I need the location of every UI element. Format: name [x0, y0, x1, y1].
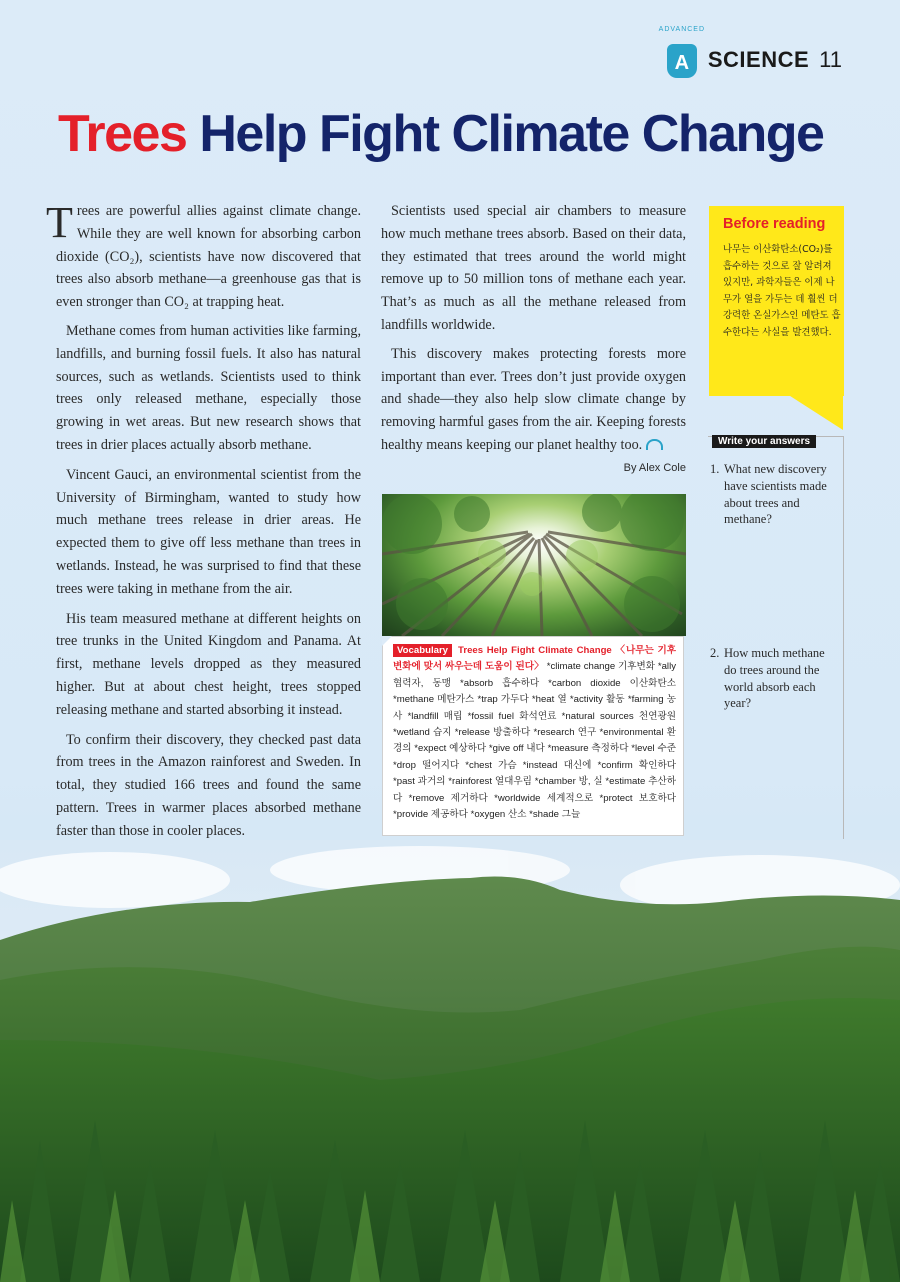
article-column-2 [381, 200, 686, 480]
page-number: 11 [819, 47, 842, 72]
paragraph-6: Scientists used special air chambers to measure how much methane trees absorb. Based on their data, they estimated that trees around the world might remove up to 50 million tons of methane each year. That’s as much as all the methane released from landfills worldwide. [381, 203, 686, 333]
paragraph-3: Vincent Gauci, an environmental scientist from the University of Birmingham, wanted to study how much methane trees release in drier areas. He expected them to give off less methane than trees in wetlands. Instead, he was surprised to find that these trees were taking in methane from the air. [56, 466, 361, 597]
article-column-1 [46, 198, 361, 843]
title-highlight: Trees [58, 105, 187, 163]
hand-icon [667, 44, 697, 78]
answers-label: Write your answers [712, 435, 816, 448]
forest-canopy-photo [382, 494, 686, 636]
vocabulary-label: Vocabulary [393, 644, 452, 657]
callout-tail [787, 394, 843, 430]
headphones-icon[interactable] [646, 439, 663, 450]
title-rest: Help Fight Climate Change [199, 105, 824, 163]
paragraph-2: Methane comes from human activities like farming, landfills, and burning fossil fuels. It also has natural sources, such as wetlands. Scientists used to think trees only released methane, especially those growing in wet areas. But new research shows that trees in drier places actually absorb methane. [56, 322, 361, 453]
question-1: 1. What new discovery have scientists made about trees and methane? [710, 462, 827, 527]
vocabulary-box [382, 636, 684, 836]
question-2: 2. How much methane do trees around the world absorb each year? [710, 646, 825, 711]
advanced-badge-icon [658, 26, 706, 80]
paragraph-5: To confirm their discovery, they checked past data from trees in the Amazon rainforest and Sweden. In total, they studied 166 trees and found the same pattern. Trees in warmer places absorbed methane faster than those in cooler places. [56, 731, 361, 839]
answers-panel [708, 436, 844, 839]
paragraph-7: This discovery makes protecting forests more important than ever. Trees don’t just provide oxygen and shade—they also help slow climate change by removing harmful gases from the air. Keeping forests healthy means keeping our planet healthy too. By Alex Cole [381, 343, 686, 457]
before-reading-title: Before reading [723, 216, 826, 232]
badge-text: ADVANCED [658, 26, 706, 33]
paragraph-4: His team measured methane at different heights on tree trunks in the United Kingdom and Panama. At first, methane levels dropped as they measured higher. But at about chest height, trees stopped releasing methane and started absorbing it instead. [56, 610, 361, 718]
before-reading-text: 나무는 이산화탄소(CO₂)를 흡수하는 것으로 잘 알려져 있지만, 과학자들은 이제 나무가 열을 가두는 데 훨씬 더 강력한 온실가스인 메탄도 흡수한다는 사실을 발견했다. [723, 244, 841, 338]
article-title [58, 104, 823, 164]
drop-cap: T [46, 198, 73, 247]
forested-mountains-photo [0, 840, 900, 1282]
paragraph-1: Trees are powerful allies against climate change. While they are well known for absorbing carbon dioxide (CO₂), scientists have now discovered that trees also absorb methane—a greenhouse gas that is even stronger than CO₂ at trapping heat. [46, 198, 361, 311]
page-header [658, 26, 842, 82]
corner-fold [382, 636, 392, 646]
byline: By Alex Cole [623, 461, 686, 474]
badge-letter: A [674, 52, 690, 74]
before-reading-callout [709, 206, 844, 428]
vocabulary-title: Trees Help Fight Climate Change 〈나무는 기후변화에 맞서 싸우는데 도움이 된다〉 [393, 645, 676, 673]
section-label: SCIENCE [707, 47, 810, 72]
vocabulary-terms: *climate change 기후변화 *ally 협력자, 동맹 *absorb 흡수하다 *carbon dioxide 이산화탄소 *methane 메탄가스 *trap 가두다 *heat 열 *activity 활동 *farming 농사 *landfill 매립 *fossil fuel 화석연료 *natural sources 천연광원 *wetland 습지 *release 방출하다 *research 연구 *environmental 환경의 *expect 예상하다 *give off 내다 *measure 측정하다 *level 수준 *drop 떨어지다 *chest 가슴 *instead 대신에 *confirm 확인하다 *past 과거의 *rainforest 열대우림 *chamber 방, 실 *estimate 추산하다 *remove 제거하다 *worldwide 세계적으로 *protect 보호하다 *provide 제공하다 *oxygen 산소 *shade 그늘 [393, 661, 676, 821]
